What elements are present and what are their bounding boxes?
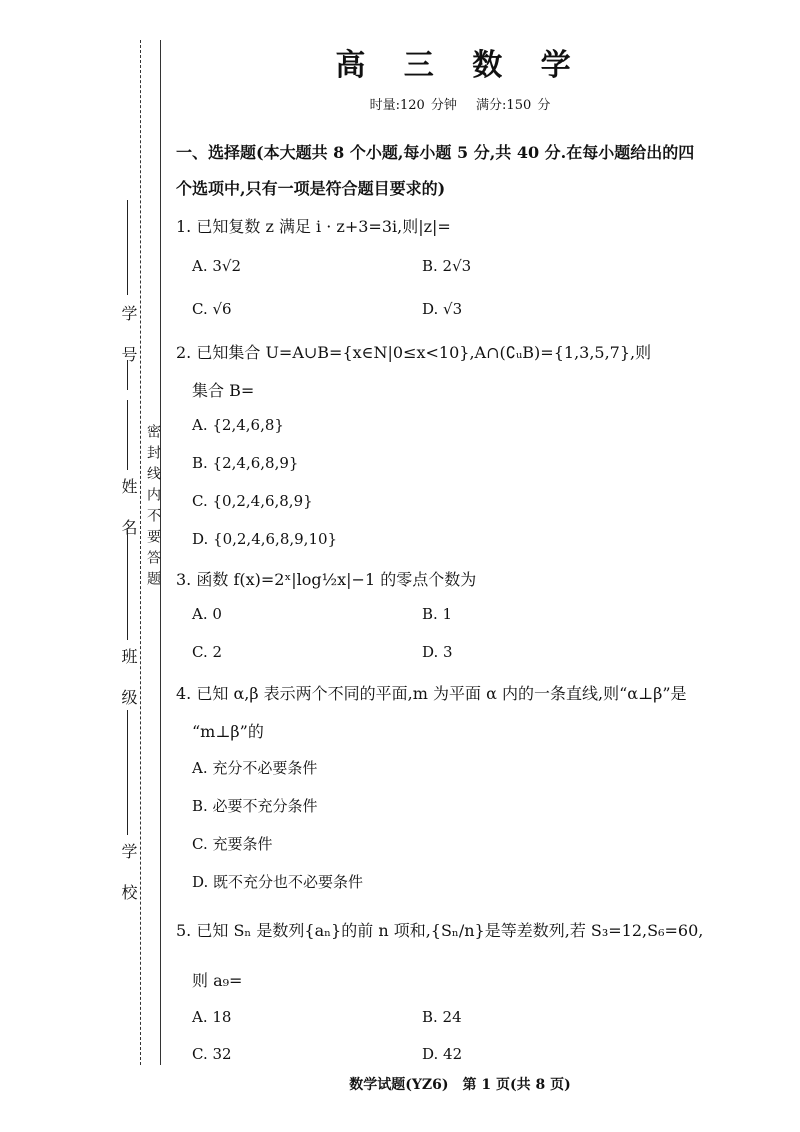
question-2-option-d[interactable]: D. {0,2,4,6,8,9,10} [192, 530, 338, 548]
question-3-stem: 3. 函数 f(x)=2ˣ|log½x|−1 的零点个数为 [176, 570, 477, 589]
question-5-option-a[interactable]: A. 18 [192, 1008, 232, 1026]
question-4-option-a[interactable]: A. 充分不必要条件 [192, 759, 318, 777]
class-label: 班 级 [119, 648, 138, 716]
exam-info: 时量:120 分钟 满分:150 分 [369, 98, 551, 113]
question-1-option-a[interactable]: A. 3√2 [192, 257, 242, 275]
question-5-stem-line-2: 则 a₉= [192, 971, 243, 990]
question-5-option-b[interactable]: B. 24 [422, 1008, 462, 1026]
section-heading-line-1: 一、选择题(本大题共 8 个小题,每小题 5 分,共 40 分.在每小题给出的四 [176, 143, 695, 162]
page-footer: 数学试题(YZ6) 第 1 页(共 8 页) [349, 1077, 571, 1093]
seal-notice: 密封线内不要答题 [145, 424, 161, 592]
question-2-option-b[interactable]: B. {2,4,6,8,9} [192, 454, 299, 472]
section-heading-line-2: 个选项中,只有一项是符合题目要求的) [176, 179, 446, 198]
student-id-field-line [127, 200, 128, 295]
school-label: 学 校 [119, 843, 138, 911]
question-2-option-c[interactable]: C. {0,2,4,6,8,9} [192, 492, 313, 510]
question-3-option-a[interactable]: A. 0 [192, 605, 222, 623]
question-1-stem: 1. 已知复数 z 满足 i · z+3=3i,则|z|= [176, 217, 451, 236]
question-4-stem-line-2: “m⊥β”的 [192, 722, 264, 741]
question-5-option-d[interactable]: D. 42 [422, 1045, 463, 1063]
page-title: 高 三 数 学 [335, 48, 585, 83]
question-4-option-c[interactable]: C. 充要条件 [192, 835, 273, 853]
name-label: 姓 名 [119, 478, 138, 546]
question-1-option-c[interactable]: C. √6 [192, 300, 232, 318]
question-4-option-d[interactable]: D. 既不充分也不必要条件 [192, 873, 364, 891]
question-2-stem-line-1: 2. 已知集合 U=A∪B={x∈N|0≤x<10},A∩(∁ᵤB)={1,3,5,7},则 [176, 343, 652, 362]
question-2-stem-line-2: 集合 B= [192, 381, 255, 400]
question-3-option-b[interactable]: B. 1 [422, 605, 453, 623]
question-2-option-a[interactable]: A. {2,4,6,8} [192, 416, 284, 434]
name-field-line-2 [127, 530, 128, 640]
question-1-option-b[interactable]: B. 2√3 [422, 257, 472, 275]
question-5-option-c[interactable]: C. 32 [192, 1045, 232, 1063]
question-1-option-d[interactable]: D. √3 [422, 300, 463, 318]
student-id-field-line-2 [127, 360, 128, 390]
question-4-option-b[interactable]: B. 必要不充分条件 [192, 797, 318, 815]
question-4-stem-line-1: 4. 已知 α,β 表示两个不同的平面,m 为平面 α 内的一条直线,则“α⊥β”是 [176, 684, 687, 703]
question-5-stem-line-1: 5. 已知 Sₙ 是数列{aₙ}的前 n 项和,{Sₙ/n}是等差数列,若 S₃=12,S₆=60, [176, 921, 704, 940]
question-3-option-c[interactable]: C. 2 [192, 643, 223, 661]
name-field-line [127, 400, 128, 470]
student-id-label: 学 号 [119, 305, 138, 373]
question-3-option-d[interactable]: D. 3 [422, 643, 453, 661]
class-field-line [127, 710, 128, 835]
